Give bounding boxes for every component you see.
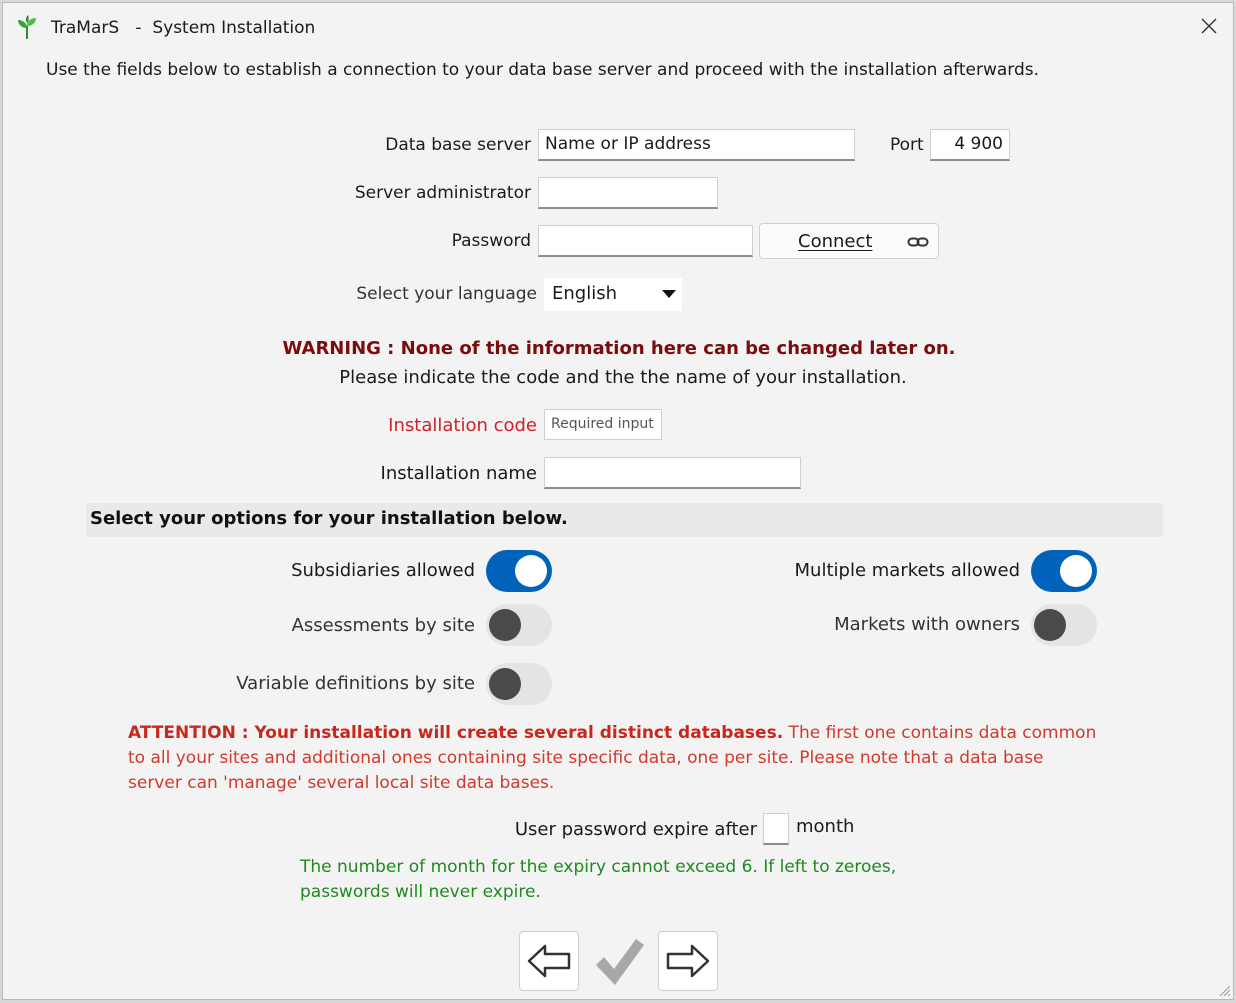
back-button[interactable] bbox=[519, 931, 579, 991]
installation-name-input[interactable] bbox=[544, 457, 801, 489]
language-selected: English bbox=[552, 283, 617, 304]
variable-definitions-label: Variable definitions by site bbox=[236, 673, 475, 694]
toggle-knob bbox=[1060, 555, 1092, 587]
expiry-unit: month bbox=[796, 816, 855, 837]
connect-button[interactable] bbox=[759, 223, 939, 259]
installation-name-label: Installation name bbox=[380, 463, 537, 484]
markets-owners-label: Markets with owners bbox=[834, 614, 1020, 635]
server-label: Data base server bbox=[385, 135, 531, 155]
expiry-note: The number of month for the expiry cannot exceed 6. If left to zeroes, passwords will never expire. bbox=[300, 857, 897, 902]
password-input[interactable] bbox=[538, 225, 753, 257]
admin-label: Server administrator bbox=[354, 183, 531, 203]
dialog-title: System Installation bbox=[152, 18, 316, 38]
intro-text: Use the fields below to establish a connection to your data base server and proceed with the installation afterwards. bbox=[46, 60, 1040, 80]
app-name: TraMarS bbox=[51, 18, 120, 38]
password-label: Password bbox=[451, 231, 531, 251]
options-section-header bbox=[86, 503, 1163, 537]
port-label: Port bbox=[890, 135, 924, 155]
plant-icon bbox=[15, 14, 39, 40]
arrow-left-icon bbox=[525, 940, 573, 982]
assessments-toggle[interactable] bbox=[486, 604, 552, 646]
variable-definitions-toggle[interactable] bbox=[486, 663, 552, 705]
toggle-knob bbox=[1034, 609, 1066, 641]
toggle-knob bbox=[515, 555, 547, 587]
markets-owners-toggle[interactable] bbox=[1031, 604, 1097, 646]
warning-headline: WARNING : None of the information here can be changed later on. bbox=[282, 338, 956, 359]
subsidiaries-toggle[interactable] bbox=[486, 550, 552, 592]
installation-code-input[interactable]: Required input bbox=[544, 409, 662, 440]
arrow-right-icon bbox=[664, 940, 712, 982]
installation-dialog bbox=[2, 2, 1234, 1000]
link-icon bbox=[907, 236, 929, 248]
admin-input[interactable] bbox=[538, 177, 718, 209]
resize-grip-icon[interactable] bbox=[1217, 983, 1231, 997]
toggle-knob bbox=[489, 668, 521, 700]
validate-checkmark-icon bbox=[592, 933, 646, 989]
options-header-text: Select your options for your installation below. bbox=[90, 508, 568, 529]
dropdown-arrow-icon bbox=[662, 290, 676, 298]
installation-code-label: Installation code bbox=[388, 415, 537, 436]
close-button[interactable] bbox=[1193, 11, 1225, 41]
expiry-months-input[interactable] bbox=[763, 813, 789, 845]
toggle-knob bbox=[489, 609, 521, 641]
connect-label: Connect bbox=[798, 231, 873, 252]
warning-subline: Please indicate the code and the the name of your installation. bbox=[339, 367, 907, 388]
language-label: Select your language bbox=[356, 284, 537, 304]
server-input[interactable]: Name or IP address bbox=[538, 129, 855, 161]
assessments-label: Assessments by site bbox=[291, 615, 475, 636]
close-icon bbox=[1202, 19, 1216, 33]
attention-rest: The first one contains data common to all your sites and additional ones containing site specific data, one per site. Please note that a data base server can 'manage' several local site data bases. bbox=[128, 723, 1097, 793]
language-select[interactable] bbox=[544, 278, 682, 311]
title-separator: - bbox=[135, 18, 142, 38]
title-bar bbox=[3, 3, 1233, 51]
multiple-markets-label: Multiple markets allowed bbox=[794, 560, 1020, 581]
port-input[interactable]: 4 900 bbox=[930, 129, 1010, 161]
expiry-label: User password expire after bbox=[514, 819, 757, 840]
subsidiaries-label: Subsidiaries allowed bbox=[291, 560, 475, 581]
next-button[interactable] bbox=[658, 931, 718, 991]
attention-bold: ATTENTION : Your installation will create several distinct databases. bbox=[128, 723, 784, 743]
attention-text bbox=[128, 721, 1098, 796]
multiple-markets-toggle[interactable] bbox=[1031, 550, 1097, 592]
